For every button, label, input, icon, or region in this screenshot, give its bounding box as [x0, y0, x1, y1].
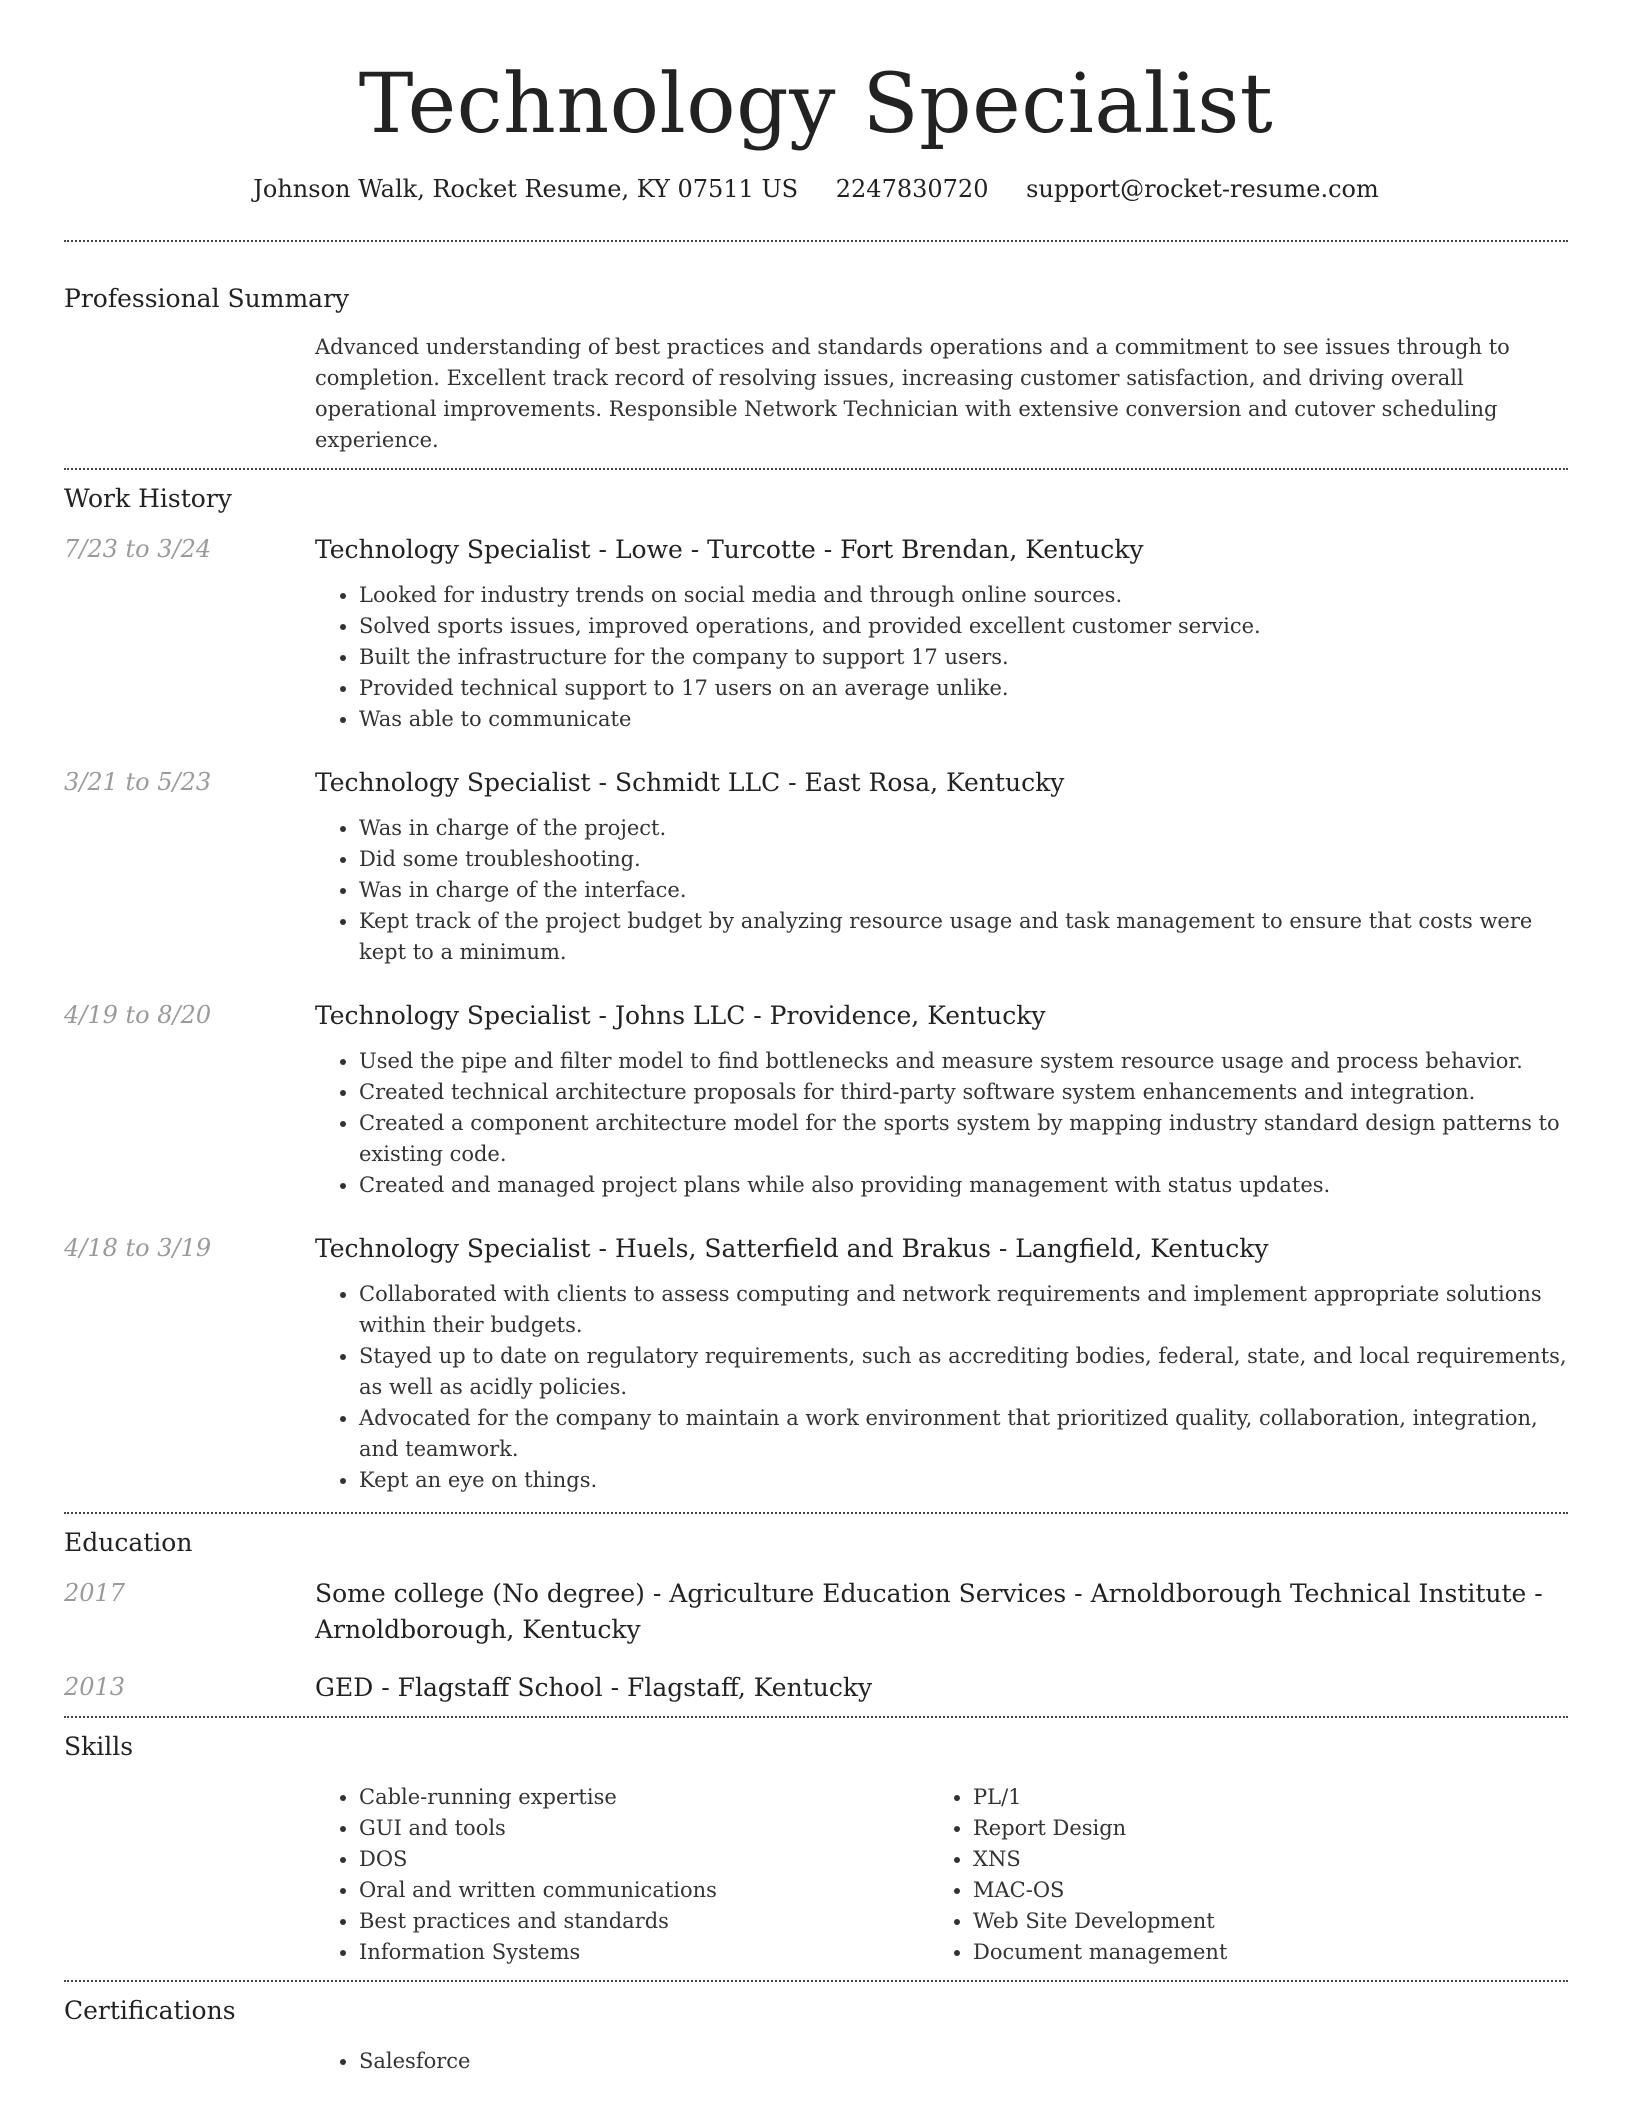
- summary-text: Advanced understanding of best practices and standards operations and a commitment to see issues through to completion. Excellent track record of resolving issues, increasing customer satisfaction, and driving overall operational improvements. Responsible Network Technician with extensive conversion and cutover scheduling experience.: [315, 335, 1510, 452]
- education-entry: [64, 1670, 1568, 1706]
- list-item: • Solved sports issues, improved operations, and provided excellent customer service.: [359, 611, 1568, 642]
- list-item: • Report Design: [973, 1813, 1543, 1844]
- work-entry-title: Technology Specialist - Lowe - Turcotte - Fort Brendan, Kentucky: [315, 535, 1144, 564]
- work-entry-title: Technology Specialist - Schmidt LLC - East Rosa, Kentucky: [315, 768, 1065, 797]
- list-item: • Was able to communicate: [359, 704, 1568, 735]
- list-item: • Document management: [973, 1937, 1543, 1968]
- work-entry-title: Technology Specialist - Huels, Satterfield and Brakus - Langfield, Kentucky: [315, 1234, 1269, 1263]
- work-entry: [64, 1231, 1568, 1496]
- section-title-education: Education: [64, 1528, 193, 1557]
- contact-line: [64, 172, 1568, 206]
- list-item: • Created a component architecture model for the sports system by mapping industry standard design patterns to existing code.: [359, 1108, 1568, 1170]
- list-item: • Looked for industry trends on social media and through online sources.: [359, 580, 1568, 611]
- section-title-work-history: Work History: [64, 484, 232, 513]
- list-item: • MAC-OS: [973, 1875, 1543, 1906]
- list-item: • Created and managed project plans while also providing management with status updates.: [359, 1170, 1568, 1201]
- work-entry-date: 4/19 to 8/20: [64, 1001, 212, 1029]
- list-item: • Best practices and standards: [359, 1906, 929, 1937]
- list-item: • Information Systems: [359, 1937, 929, 1968]
- work-entry: [64, 765, 1568, 968]
- section-title-skills: Skills: [64, 1732, 134, 1761]
- list-item: • Was in charge of the interface.: [359, 875, 1568, 906]
- list-item: • Salesforce: [359, 2046, 1568, 2077]
- education-section: [64, 1526, 1568, 1716]
- certifications-list: [315, 2046, 1568, 2077]
- list-item: • GUI and tools: [359, 1813, 929, 1844]
- contact-phone: 2247830720: [835, 175, 989, 203]
- summary-section: [64, 282, 1568, 468]
- work-entry-bullets: [315, 580, 1568, 735]
- contact-email[interactable]: support@rocket-resume.com: [1026, 175, 1379, 203]
- work-entry-date: 3/21 to 5/23: [64, 768, 212, 796]
- list-item: • Oral and written communications: [359, 1875, 929, 1906]
- skills-list-left: [315, 1782, 929, 1968]
- work-entry-bullets: [315, 1046, 1568, 1201]
- certifications-section: [64, 1994, 1568, 2077]
- list-item: • Provided technical support to 17 users on an average unlike.: [359, 673, 1568, 704]
- list-item: • DOS: [359, 1844, 929, 1875]
- contact-address: Johnson Walk, Rocket Resume, KY 07511 US: [253, 175, 799, 203]
- list-item: • Was in charge of the project.: [359, 813, 1568, 844]
- list-item: • PL/1: [973, 1782, 1543, 1813]
- work-entry-title: Technology Specialist - Johns LLC - Providence, Kentucky: [315, 1001, 1046, 1030]
- education-entry-date: 2013: [64, 1673, 126, 1701]
- resume-title: Technology Specialist: [358, 57, 1274, 152]
- work-entry-date: 4/18 to 3/19: [64, 1234, 212, 1262]
- list-item: • Web Site Development: [973, 1906, 1543, 1937]
- section-title-summary: Professional Summary: [64, 284, 350, 313]
- section-title-certifications: Certifications: [64, 1996, 236, 2025]
- education-entry-title: Some college (No degree) - Agriculture Education Services - Arnoldborough Technical Institute - Arnoldborough, Kentucky: [315, 1579, 1543, 1644]
- divider: [64, 468, 1568, 470]
- divider: [64, 240, 1568, 242]
- resume-page: [64, 0, 1568, 2077]
- list-item: • Kept an eye on things.: [359, 1465, 1568, 1496]
- list-item: • Did some troubleshooting.: [359, 844, 1568, 875]
- list-item: • Created technical architecture proposals for third-party software system enhancements and integration.: [359, 1077, 1568, 1108]
- list-item: • Kept track of the project budget by analyzing resource usage and task management to ensure that costs were kept to a minimum.: [359, 906, 1568, 968]
- divider: [64, 1980, 1568, 1982]
- work-entry: [64, 998, 1568, 1201]
- list-item: • Cable-running expertise: [359, 1782, 929, 1813]
- skills-list-right: [929, 1782, 1543, 1968]
- list-item: • Advocated for the company to maintain a work environment that prioritized quality, collaboration, integration, and teamwork.: [359, 1403, 1568, 1465]
- divider: [64, 1716, 1568, 1718]
- divider: [64, 1512, 1568, 1514]
- skills-section: [64, 1730, 1568, 1980]
- list-item: • XNS: [973, 1844, 1543, 1875]
- list-item: • Collaborated with clients to assess computing and network requirements and implement appropriate solutions within their budgets.: [359, 1279, 1568, 1341]
- education-entry: [64, 1576, 1568, 1648]
- education-entry-date: 2017: [64, 1579, 126, 1607]
- work-entry-bullets: [315, 1279, 1568, 1496]
- work-entry: [64, 532, 1568, 735]
- list-item: • Built the infrastructure for the company to support 17 users.: [359, 642, 1568, 673]
- work-entry-date: 7/23 to 3/24: [64, 535, 212, 563]
- work-history-section: [64, 482, 1568, 1512]
- list-item: • Stayed up to date on regulatory requirements, such as accrediting bodies, federal, state, and local requirements, as well as acidly policies.: [359, 1341, 1568, 1403]
- list-item: • Used the pipe and filter model to find bottlenecks and measure system resource usage and process behavior.: [359, 1046, 1568, 1077]
- education-entry-title: GED - Flagstaff School - Flagstaff, Kentucky: [315, 1673, 873, 1702]
- work-entry-bullets: [315, 813, 1568, 968]
